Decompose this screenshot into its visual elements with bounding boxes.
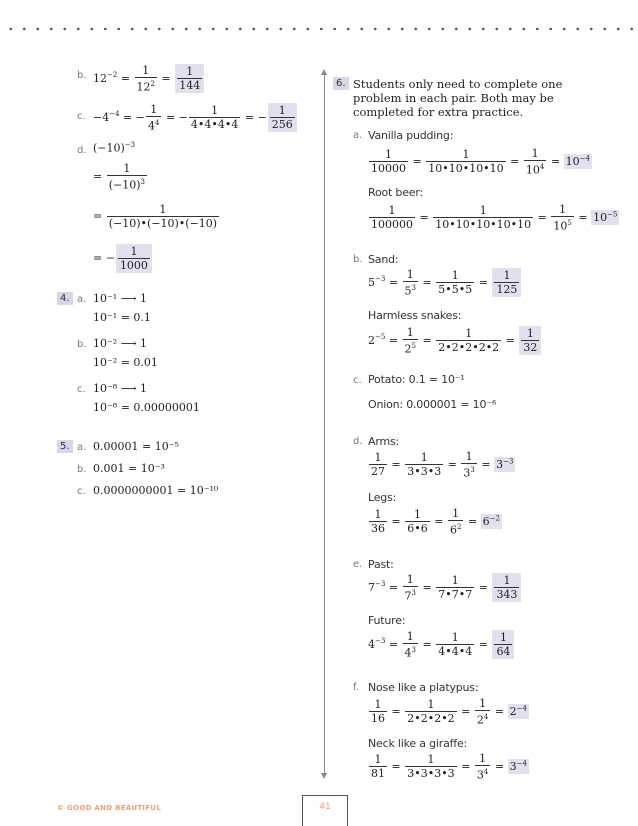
column-divider (324, 74, 325, 774)
title-legs: Legs: (368, 491, 397, 504)
eq-3c: $-4^{-4}$ = − $\frac{1}{4^4}$ = − $\frac{1}{4•4•4•4}$ = − $\frac{1}{256}$ (93, 103, 298, 133)
eq-giraffe: $\frac{1}{81}$ = $\frac{1}{3•3•3•3}$ = $\frac{1}{3^4}$ = $3^{-4}$ (371, 752, 527, 782)
eq-4c-1: 10⁻⁸ ⟶ 1 (93, 382, 147, 395)
problem-6-text: Students only need to complete one problem in each pair. Both may be completed for extra practice. (353, 77, 563, 119)
title-past: Past: (368, 558, 394, 571)
label-6a: a. (353, 130, 363, 141)
page-number-box (302, 795, 348, 826)
label-6b: b. (353, 254, 363, 265)
label-4c: c. (77, 384, 86, 395)
label-6e: e. (353, 559, 363, 570)
page-number: 41 (319, 802, 331, 812)
eq-3d-4: = − $\frac{1}{1000}$ (93, 244, 153, 273)
eq-3d-3: = $\frac{1}{(-10)•(-10)•(-10)}$ (93, 203, 218, 230)
title-rootbeer: Root beer: (368, 186, 423, 199)
eq-4c-2: 10⁻⁸ = 0.00000001 (93, 401, 200, 414)
eq-3b: $12^{-2}$ = $\frac{1}{12^2}$ = $\frac{1}{144}$ (93, 64, 205, 94)
title-future: Future: (368, 614, 406, 627)
eq-arms: $\frac{1}{27}$ = $\frac{1}{3•3•3}$ = $\frac{1}{3^3}$ = $3^{-3}$ (371, 450, 514, 480)
eq-4a-2: 10⁻¹ = 0.1 (93, 311, 151, 324)
label-3c: c. (77, 111, 86, 122)
problem-5-number: 5. (57, 440, 73, 453)
eq-rootbeer: $\frac{1}{100000}$ = $\frac{1}{10•10•10•10•10}$ = $\frac{1}{10^5}$ = $10^{-5}$ (371, 203, 618, 233)
label-3d: d. (77, 145, 87, 156)
problem-6-number: 6. (333, 77, 349, 90)
label-5a: a. (77, 442, 87, 453)
eq-5a: 0.00001 = 10⁻⁵ (93, 440, 179, 453)
eq-4b-1: 10⁻² ⟶ 1 (93, 337, 147, 350)
eq-legs: $\frac{1}{36}$ = $\frac{1}{6•6}$ = $\frac{1}{6^2}$ = $6^{-2}$ (371, 507, 500, 537)
title-snakes: Harmless snakes: (368, 309, 462, 322)
eq-onion: Onion: 0.000001 = 10⁻⁶ (368, 398, 497, 411)
label-3b: b. (77, 70, 87, 81)
eq-3d-2: = $\frac{1}{(-10)^3}$ (93, 162, 145, 192)
eq-past: $7^{-3}$ = $\frac{1}{7^3}$ = $\frac{1}{7•7•7}$ = $\frac{1}{343}$ (368, 573, 522, 603)
title-arms: Arms: (368, 435, 400, 448)
eq-vanilla: $\frac{1}{10000}$ = $\frac{1}{10•10•10•10}$ = $\frac{1}{10^4}$ = $10^{-4}$ (371, 147, 590, 177)
label-6d: d. (353, 436, 363, 447)
label-4b: b. (77, 339, 87, 350)
problem-4-number: 4. (57, 292, 73, 305)
eq-5c: 0.0000000001 = 10⁻¹⁰ (93, 484, 219, 497)
title-platypus: Nose like a platypus: (368, 681, 479, 694)
eq-3d-1: $(-10)^{-3}$ (93, 141, 136, 155)
eq-5b: 0.001 = 10⁻³ (93, 462, 165, 475)
label-6c: c. (353, 375, 362, 386)
label-5b: b. (77, 464, 87, 475)
label-4a: a. (77, 294, 87, 305)
eq-potato: Potato: 0.1 = 10⁻¹ (368, 373, 465, 386)
title-vanilla: Vanilla pudding: (368, 129, 454, 142)
eq-snakes: $2^{-5}$ = $\frac{1}{2^5}$ = $\frac{1}{2•2•2•2•2}$ = $\frac{1}{32}$ (368, 326, 542, 356)
title-sand: Sand: (368, 253, 399, 266)
eq-future: $4^{-3}$ = $\frac{1}{4^3}$ = $\frac{1}{4•4•4}$ = $\frac{1}{64}$ (368, 630, 515, 660)
eq-platypus: $\frac{1}{16}$ = $\frac{1}{2•2•2•2}$ = $\frac{1}{2^4}$ = $2^{-4}$ (371, 697, 527, 727)
label-5c: c. (77, 486, 86, 497)
dotted-border (4, 27, 634, 31)
title-giraffe: Neck like a giraffe: (368, 737, 468, 750)
eq-4b-2: 10⁻² = 0.01 (93, 356, 158, 369)
eq-sand: $5^{-3}$ = $\frac{1}{5^3}$ = $\frac{1}{5•5•5}$ = $\frac{1}{125}$ (368, 268, 522, 298)
label-6f: f. (353, 682, 359, 693)
eq-4a-1: 10⁻¹ ⟶ 1 (93, 292, 147, 305)
footer-brand: © GOOD AND BEAUTIFUL (57, 804, 162, 812)
